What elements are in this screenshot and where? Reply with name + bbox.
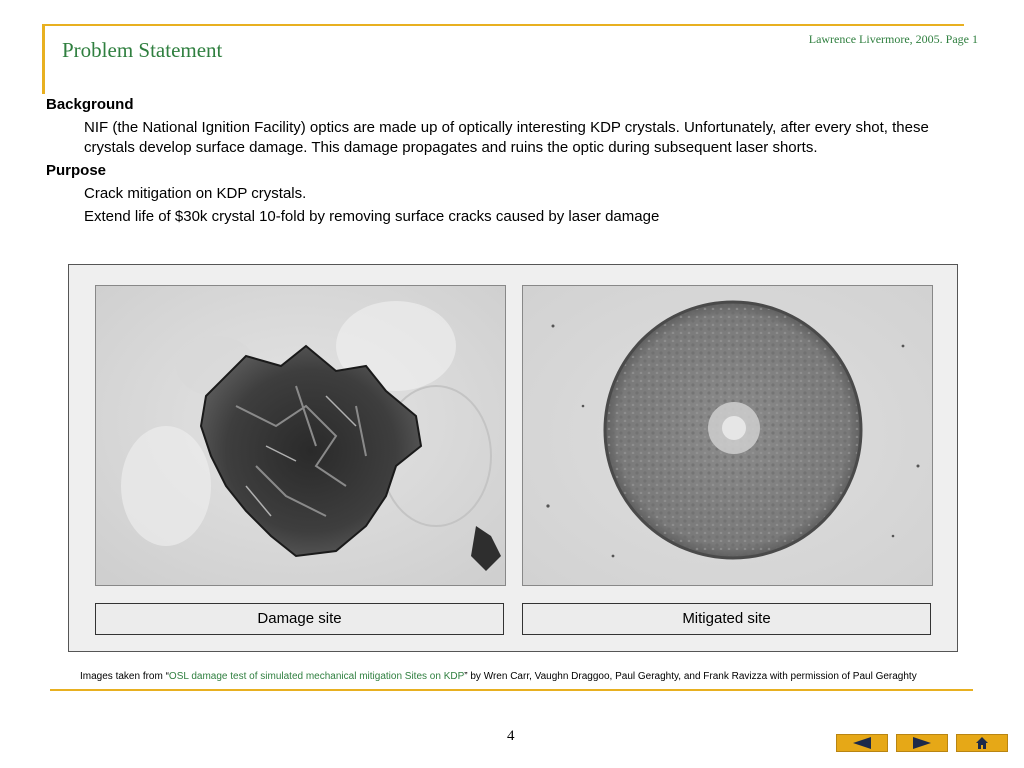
triangle-left-icon — [851, 737, 873, 749]
background-text: NIF (the National Ignition Facility) optics are made up of optically interesting KDP crystals. Unfortunately, after every shot, these crystals develop surface damage. This damage propagates and ruins the optic during subsequent laser shorts. — [84, 119, 929, 156]
background-heading: Background — [46, 96, 134, 113]
damage-site-caption: Damage site — [95, 603, 504, 635]
header-note: Lawrence Livermore, 2005. Page 1 — [808, 32, 978, 46]
purpose-line-2: Extend life of $30k crystal 10-fold by removing surface cracks caused by laser damage — [84, 208, 660, 225]
home-icon — [975, 736, 989, 750]
header-side-rule — [42, 24, 45, 94]
image-credit — [80, 670, 930, 683]
mitigated-site-caption: Mitigated site — [522, 603, 931, 635]
header-rule — [42, 24, 964, 26]
purpose-heading: Purpose — [46, 162, 107, 179]
credit-source-title: OSL damage test of simulated mechanical mitigation Sites on KDP — [168, 671, 465, 682]
next-slide-button[interactable] — [896, 734, 948, 752]
slide-title: Problem Statement — [62, 38, 223, 62]
mitigated-site-photo — [522, 285, 933, 586]
triangle-right-icon — [911, 737, 933, 749]
footer-rule — [50, 689, 973, 691]
purpose-line-1: Crack mitigation on KDP crystals. — [84, 185, 307, 202]
damage-site-photo — [95, 285, 506, 586]
previous-slide-button[interactable] — [836, 734, 888, 752]
figure-panel — [68, 264, 958, 652]
credit-prefix: Images taken from “ — [80, 671, 169, 682]
slide-content — [46, 95, 946, 230]
page-number: 4 — [507, 728, 515, 744]
home-button[interactable] — [956, 734, 1008, 752]
credit-suffix: ” by Wren Carr, Vaughn Draggoo, Paul Geraghty, and Frank Ravizza with permission of Paul Geraghty — [464, 671, 917, 682]
